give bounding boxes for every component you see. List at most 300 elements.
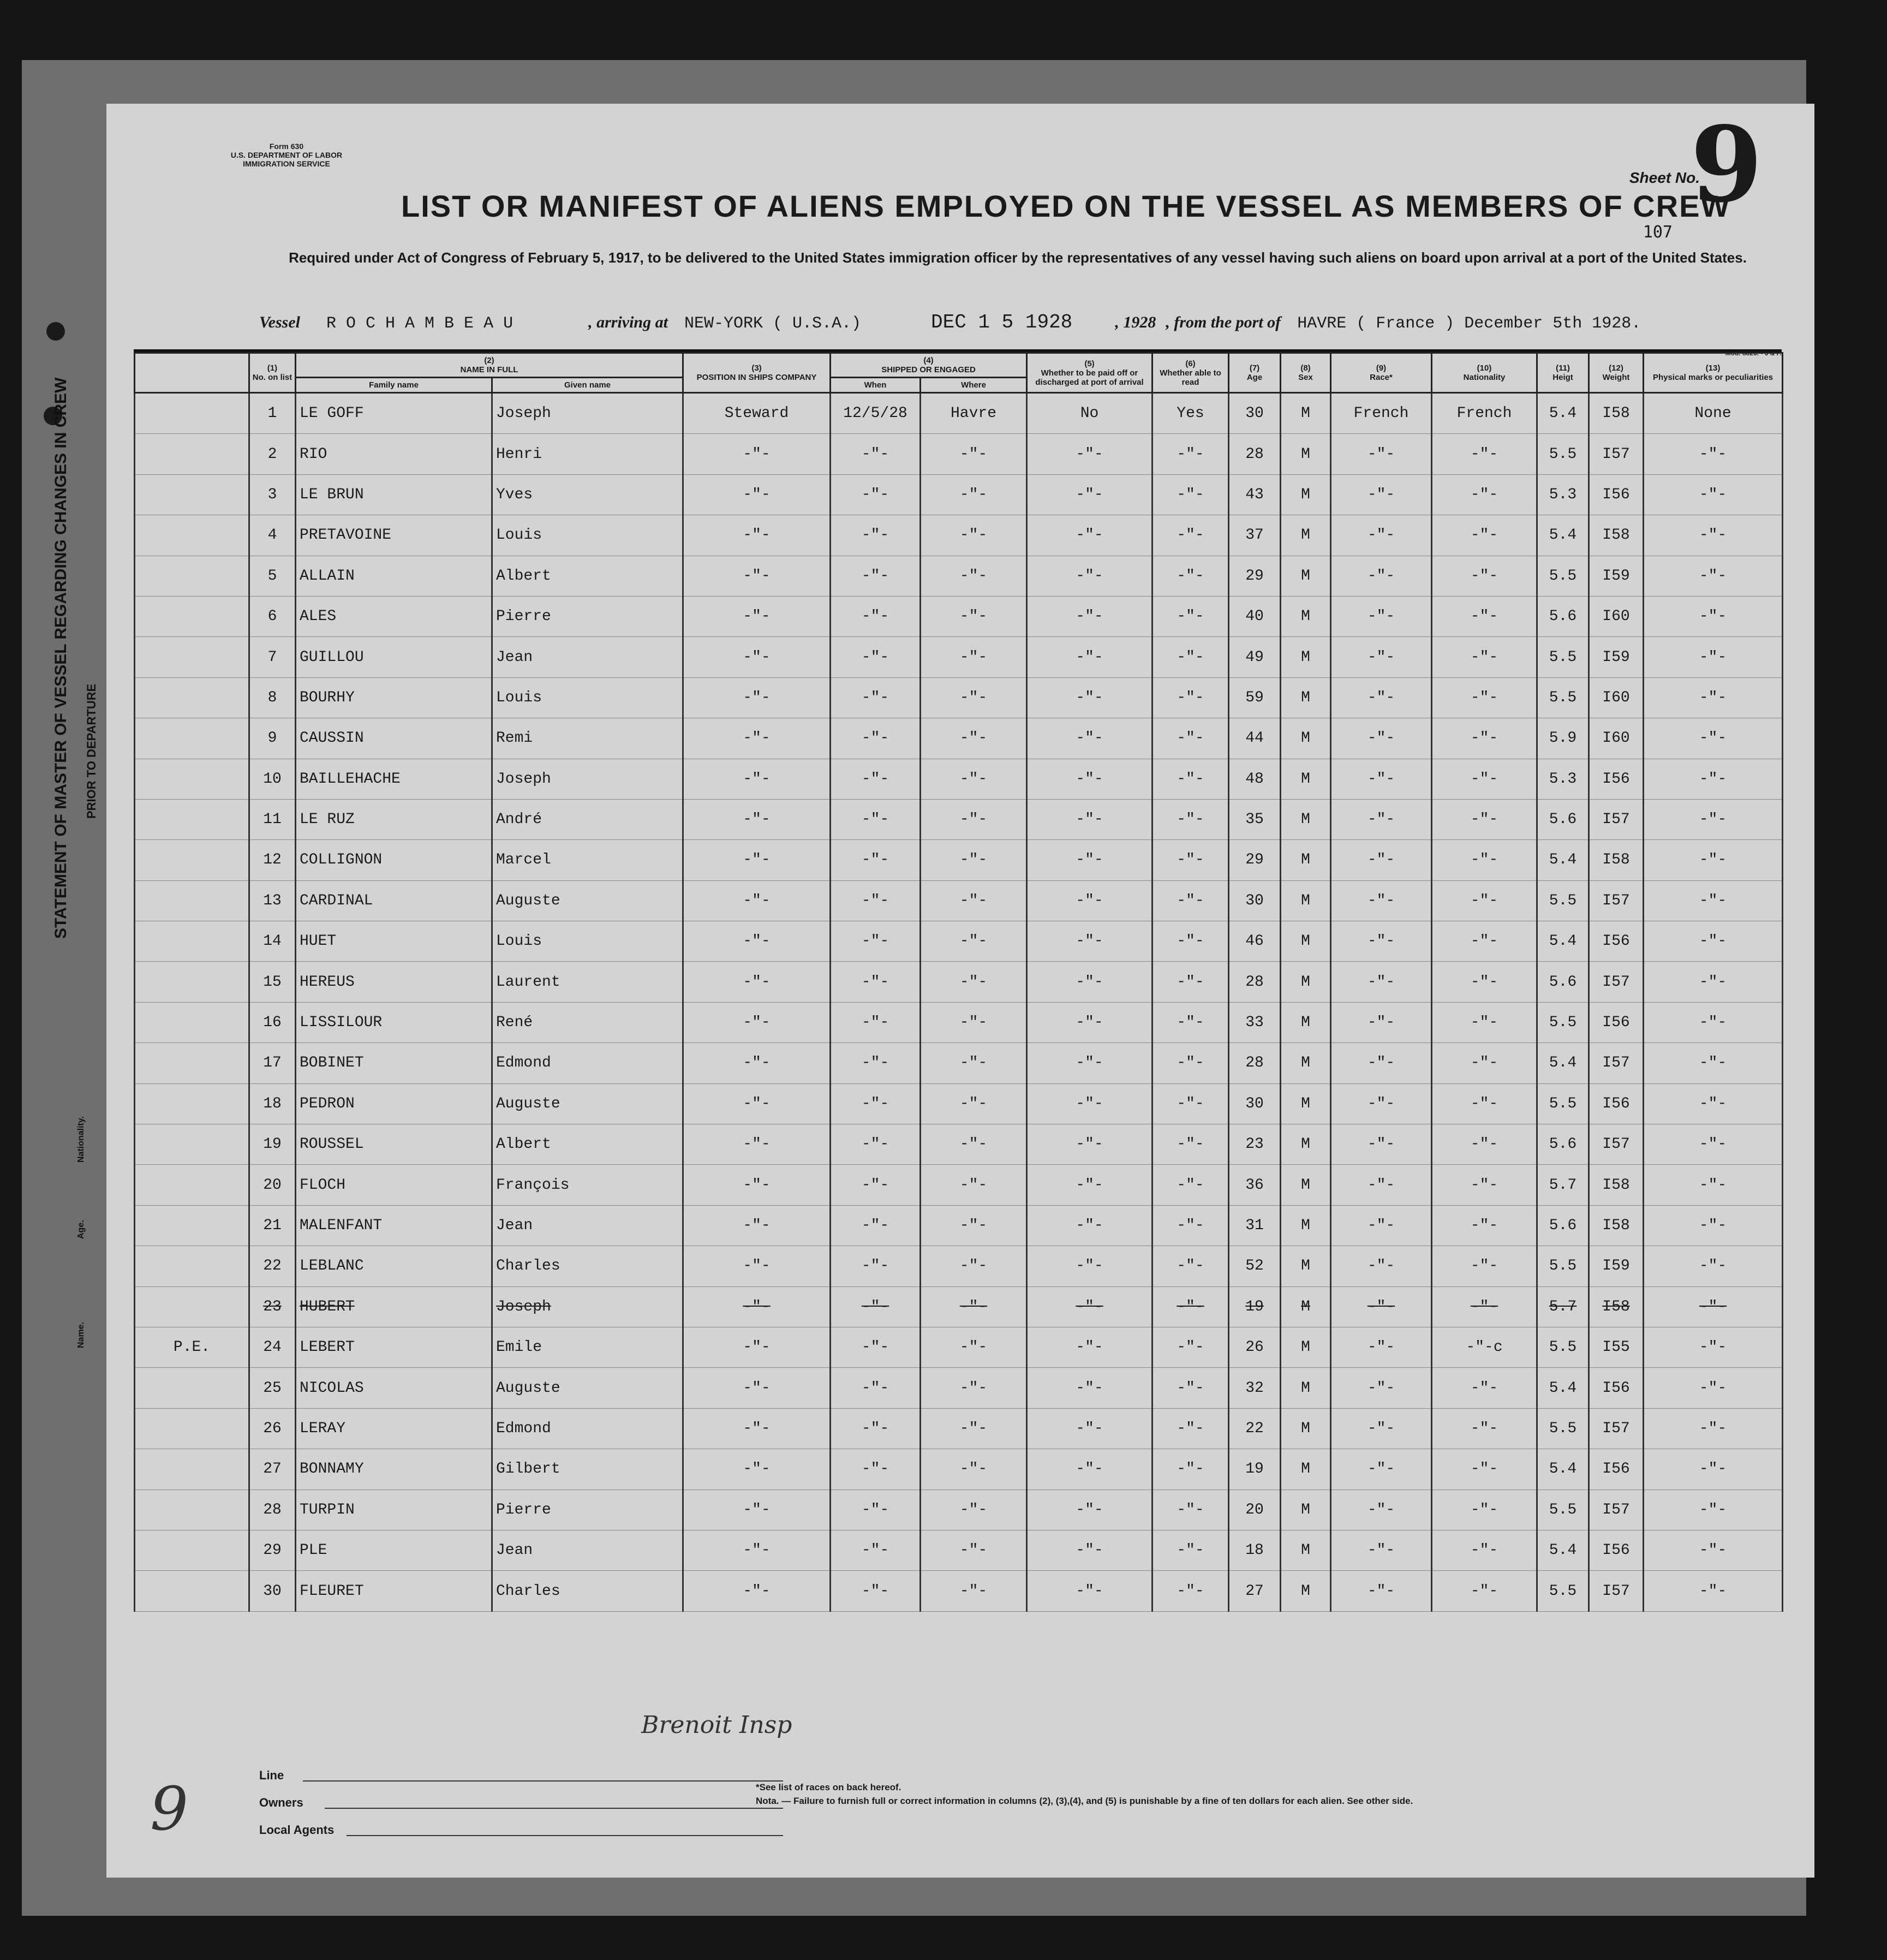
cell-family: TURPIN	[296, 1490, 492, 1530]
cell-family: HEREUS	[296, 962, 492, 1002]
cell-age: 30	[1229, 393, 1281, 434]
col-given-name: Given name	[492, 378, 683, 393]
cell-note	[135, 921, 249, 962]
cell-age: 32	[1229, 1368, 1281, 1408]
cell-marks: -"-	[1644, 515, 1783, 556]
cell-height: 5.5	[1537, 1002, 1589, 1042]
cell-note: P.E.	[135, 1327, 249, 1367]
cell-no: 19	[249, 1124, 296, 1165]
cell-height: 5.4	[1537, 393, 1589, 434]
cell-sex: M	[1281, 1083, 1331, 1124]
cell-read: -"-	[1152, 1490, 1229, 1530]
cell-race: -"-	[1331, 1449, 1432, 1490]
cell-marks: -"-	[1644, 840, 1783, 880]
cell-weight: I56	[1589, 1449, 1644, 1490]
cell-marks: -"-	[1644, 1368, 1783, 1408]
cell-race: -"-	[1331, 962, 1432, 1002]
cell-note	[135, 1408, 249, 1449]
cell-where: -"-	[921, 880, 1027, 921]
cell-age: 18	[1229, 1530, 1281, 1570]
page-title: LIST OR MANIFEST OF ALIENS EMPLOYED ON THE VESSEL AS MEMBERS OF CREW	[401, 189, 1731, 223]
cell-paid: -"-	[1027, 1043, 1152, 1083]
cell-when: -"-	[831, 1530, 921, 1570]
table-row	[135, 799, 1783, 839]
cell-nat: -"-	[1432, 1002, 1537, 1042]
cell-height: 5.3	[1537, 759, 1589, 799]
cell-read: -"-	[1152, 1124, 1229, 1165]
cell-paid: -"-	[1027, 1571, 1152, 1611]
cell-nat: -"-	[1432, 962, 1537, 1002]
col-shipped: (4) SHIPPED OR ENGAGED	[831, 353, 1027, 378]
cell-height: 5.6	[1537, 1124, 1589, 1165]
table-row	[135, 1124, 1783, 1165]
cell-nat: -"-	[1432, 1490, 1537, 1530]
cell-read: -"-	[1152, 1083, 1229, 1124]
cell-given: Pierre	[492, 596, 683, 636]
cell-note	[135, 799, 249, 839]
cell-marks: -"-	[1644, 637, 1783, 677]
table-row	[135, 677, 1783, 718]
cell-weight: I58	[1589, 1286, 1644, 1327]
cell-no: 4	[249, 515, 296, 556]
cell-paid: -"-	[1027, 921, 1152, 962]
cell-when: -"-	[831, 434, 921, 474]
cell-no: 16	[249, 1002, 296, 1042]
cell-family: BOURHY	[296, 677, 492, 718]
cell-read: -"-	[1152, 962, 1229, 1002]
cell-height: 5.5	[1537, 1571, 1589, 1611]
cell-weight: I58	[1589, 1165, 1644, 1205]
cell-nat: -"-	[1432, 799, 1537, 839]
cell-weight: I58	[1589, 840, 1644, 880]
cell-race: -"-	[1331, 759, 1432, 799]
cell-height: 5.4	[1537, 1368, 1589, 1408]
col-height: (11) Heigt	[1537, 353, 1589, 393]
cell-nat: -"-	[1432, 840, 1537, 880]
cell-where: -"-	[921, 1530, 1027, 1570]
cell-weight: I57	[1589, 799, 1644, 839]
cell-read: -"-	[1152, 474, 1229, 515]
punch-hole	[46, 322, 65, 341]
cell-position: -"-	[683, 880, 831, 921]
cell-read: -"-	[1152, 1043, 1229, 1083]
cell-when: -"-	[831, 1449, 921, 1490]
cell-where: -"-	[921, 799, 1027, 839]
cell-no: 24	[249, 1327, 296, 1367]
cell-where: -"-	[921, 637, 1027, 677]
cell-weight: I60	[1589, 677, 1644, 718]
cell-nat: -"-	[1432, 1530, 1537, 1570]
cell-height: 5.6	[1537, 596, 1589, 636]
cell-paid: -"-	[1027, 1490, 1152, 1530]
cell-note	[135, 1165, 249, 1205]
cell-race: -"-	[1331, 474, 1432, 515]
cell-nat: -"-	[1432, 677, 1537, 718]
cell-nat: French	[1432, 393, 1537, 434]
cell-nat: -"-	[1432, 515, 1537, 556]
cell-position: -"-	[683, 921, 831, 962]
table-row	[135, 637, 1783, 677]
side-name: Name.	[76, 1321, 86, 1348]
cell-weight: I56	[1589, 1002, 1644, 1042]
cell-age: 33	[1229, 1002, 1281, 1042]
cell-sex: M	[1281, 434, 1331, 474]
cell-when: -"-	[831, 1368, 921, 1408]
table-row	[135, 840, 1783, 880]
cell-weight: I57	[1589, 880, 1644, 921]
cell-marks: -"-	[1644, 799, 1783, 839]
cell-when: -"-	[831, 880, 921, 921]
date-stamp: DEC 1 5 1928	[931, 311, 1073, 333]
cell-sex: M	[1281, 880, 1331, 921]
col-position: (3) POSITION IN SHIPS COMPANY	[683, 353, 831, 393]
cell-given: Emile	[492, 1327, 683, 1367]
cell-weight: I57	[1589, 962, 1644, 1002]
cell-paid: -"-	[1027, 962, 1152, 1002]
cell-note	[135, 718, 249, 759]
col-sex: (8) Sex	[1281, 353, 1331, 393]
cell-height: 5.6	[1537, 962, 1589, 1002]
cell-sex: M	[1281, 393, 1331, 434]
cell-height: 5.4	[1537, 1043, 1589, 1083]
cell-family: MALENFANT	[296, 1205, 492, 1246]
cell-where: -"-	[921, 1368, 1027, 1408]
cell-where: -"-	[921, 840, 1027, 880]
cell-when: -"-	[831, 677, 921, 718]
cell-marks: -"-	[1644, 1002, 1783, 1042]
cell-where: -"-	[921, 677, 1027, 718]
cell-position: -"-	[683, 1246, 831, 1286]
cell-family: PLE	[296, 1530, 492, 1570]
cell-read: -"-	[1152, 1205, 1229, 1246]
cell-nat: -"-	[1432, 1083, 1537, 1124]
cell-family: CARDINAL	[296, 880, 492, 921]
cell-where: -"-	[921, 515, 1027, 556]
cell-family: FLOCH	[296, 1165, 492, 1205]
cell-age: 22	[1229, 1408, 1281, 1449]
cell-height: 5.5	[1537, 677, 1589, 718]
cell-read: -"-	[1152, 677, 1229, 718]
cell-nat: -"-	[1432, 434, 1537, 474]
cell-no: 1	[249, 393, 296, 434]
cell-weight: I58	[1589, 515, 1644, 556]
cell-paid: -"-	[1027, 1083, 1152, 1124]
cell-position: -"-	[683, 434, 831, 474]
cell-given: Laurent	[492, 962, 683, 1002]
cell-given: Gilbert	[492, 1449, 683, 1490]
cell-family: PRETAVOINE	[296, 515, 492, 556]
cell-paid: -"-	[1027, 515, 1152, 556]
voyage-line	[259, 311, 1641, 333]
cell-position: -"-	[683, 1368, 831, 1408]
cell-where: -"-	[921, 1246, 1027, 1286]
cell-age: 23	[1229, 1124, 1281, 1165]
cell-family: LE BRUN	[296, 474, 492, 515]
cell-position: -"-	[683, 1124, 831, 1165]
cell-nat: -"-	[1432, 921, 1537, 962]
col-nationality: (10) Nationality	[1432, 353, 1537, 393]
table-row	[135, 880, 1783, 921]
cell-paid: -"-	[1027, 1327, 1152, 1367]
cell-read: -"-	[1152, 596, 1229, 636]
cell-where: -"-	[921, 1571, 1027, 1611]
cell-when: -"-	[831, 1246, 921, 1286]
crew-rows	[135, 393, 1783, 1612]
cell-given: Auguste	[492, 1083, 683, 1124]
cell-note	[135, 1530, 249, 1570]
cell-position: -"-	[683, 596, 831, 636]
nota: Nota. — Failure to furnish full or correct information in columns (2), (3),(4), and (5) is punishable by a fine of ten dollars for each alien. See other side.	[756, 1796, 1413, 1806]
agents-field	[347, 1835, 783, 1836]
cell-age: 36	[1229, 1165, 1281, 1205]
col-when: When	[831, 378, 921, 393]
cell-no: 7	[249, 637, 296, 677]
table-row	[135, 1286, 1783, 1327]
cell-weight: I56	[1589, 921, 1644, 962]
cell-note	[135, 1246, 249, 1286]
cell-no: 27	[249, 1449, 296, 1490]
cell-no: 6	[249, 596, 296, 636]
cell-given: Charles	[492, 1571, 683, 1611]
cell-family: HUET	[296, 921, 492, 962]
cell-height: 5.9	[1537, 718, 1589, 759]
cell-race: -"-	[1331, 1246, 1432, 1286]
cell-given: André	[492, 799, 683, 839]
cell-marks: -"-	[1644, 921, 1783, 962]
side-nationality: Nationality.	[76, 1116, 86, 1163]
cell-note	[135, 1286, 249, 1327]
cell-when: -"-	[831, 1286, 921, 1327]
cell-race: -"-	[1331, 1083, 1432, 1124]
col-paid: (5) Whether to be paid off or discharged at port of arrival	[1027, 353, 1152, 393]
side-statement: STATEMENT OF MASTER OF VESSEL REGARDING CHANGES IN CREW	[52, 377, 70, 939]
cell-race: -"-	[1331, 515, 1432, 556]
cell-family: LE RUZ	[296, 799, 492, 839]
from-label: , from the port of	[1166, 313, 1281, 331]
cell-when: -"-	[831, 1124, 921, 1165]
cell-age: 46	[1229, 921, 1281, 962]
cell-when: -"-	[831, 840, 921, 880]
cell-marks: -"-	[1644, 1449, 1783, 1490]
cell-read: -"-	[1152, 1368, 1229, 1408]
cell-given: Auguste	[492, 1368, 683, 1408]
cell-when: -"-	[831, 637, 921, 677]
cell-age: 35	[1229, 799, 1281, 839]
cell-age: 37	[1229, 515, 1281, 556]
cell-note	[135, 1368, 249, 1408]
cell-given: Joseph	[492, 759, 683, 799]
table-row	[135, 1165, 1783, 1205]
cell-race: -"-	[1331, 880, 1432, 921]
cell-no: 17	[249, 1043, 296, 1083]
cell-when: -"-	[831, 1043, 921, 1083]
table-row	[135, 556, 1783, 596]
cell-position: -"-	[683, 1205, 831, 1246]
cell-note	[135, 1124, 249, 1165]
cell-height: 5.5	[1537, 1408, 1589, 1449]
cell-no: 28	[249, 1490, 296, 1530]
cell-position: -"-	[683, 556, 831, 596]
cell-when: -"-	[831, 556, 921, 596]
crew-table	[134, 352, 1783, 1612]
cell-read: -"-	[1152, 1408, 1229, 1449]
cell-sex: M	[1281, 1165, 1331, 1205]
form-number: Form 630	[269, 142, 304, 151]
cell-where: Havre	[921, 393, 1027, 434]
table-row	[135, 393, 1783, 434]
cell-given: Louis	[492, 921, 683, 962]
sheet-number: 9	[1690, 104, 1763, 225]
cell-where: -"-	[921, 1490, 1027, 1530]
cell-when: -"-	[831, 921, 921, 962]
cell-where: -"-	[921, 596, 1027, 636]
cell-nat: -"-	[1432, 1571, 1537, 1611]
cell-paid: -"-	[1027, 880, 1152, 921]
cell-no: 13	[249, 880, 296, 921]
cell-paid: -"-	[1027, 759, 1152, 799]
cell-where: -"-	[921, 962, 1027, 1002]
table-row	[135, 1043, 1783, 1083]
cell-position: -"-	[683, 1002, 831, 1042]
cell-family: ALES	[296, 596, 492, 636]
cell-marks: -"-	[1644, 1408, 1783, 1449]
cell-family: LE GOFF	[296, 393, 492, 434]
cell-where: -"-	[921, 718, 1027, 759]
cell-paid: -"-	[1027, 637, 1152, 677]
cell-position: -"-	[683, 1327, 831, 1367]
manifest-page	[106, 104, 1814, 1878]
cell-no: 15	[249, 962, 296, 1002]
cell-note	[135, 515, 249, 556]
cell-where: -"-	[921, 1408, 1027, 1449]
header-row	[135, 353, 1783, 378]
cell-no: 26	[249, 1408, 296, 1449]
cell-paid: -"-	[1027, 1002, 1152, 1042]
cell-given: Pierre	[492, 1490, 683, 1530]
table-row	[135, 1408, 1783, 1449]
cell-marks: -"-	[1644, 1083, 1783, 1124]
year: , 1928	[1115, 313, 1156, 331]
cell-race: -"-	[1331, 1124, 1432, 1165]
agents-label: Local Agents	[259, 1823, 335, 1837]
cell-weight: I58	[1589, 1205, 1644, 1246]
col-weight: (12) Weight	[1589, 353, 1644, 393]
cell-no: 12	[249, 840, 296, 880]
cell-height: 5.5	[1537, 880, 1589, 921]
cell-where: -"-	[921, 474, 1027, 515]
cell-position: -"-	[683, 637, 831, 677]
cell-family: LEBERT	[296, 1327, 492, 1367]
cell-sex: M	[1281, 1327, 1331, 1367]
cell-note	[135, 759, 249, 799]
cell-marks: -"-	[1644, 677, 1783, 718]
cell-paid: -"-	[1027, 1205, 1152, 1246]
col-race: (9) Race*	[1331, 353, 1432, 393]
cell-family: ROUSSEL	[296, 1124, 492, 1165]
cell-read: -"-	[1152, 637, 1229, 677]
cell-position: -"-	[683, 474, 831, 515]
cell-age: 29	[1229, 840, 1281, 880]
cell-race: -"-	[1331, 596, 1432, 636]
cell-note	[135, 1205, 249, 1246]
cell-paid: -"-	[1027, 1165, 1152, 1205]
cell-when: -"-	[831, 759, 921, 799]
margin-nine: 9	[150, 1774, 188, 1844]
cell-weight: I59	[1589, 556, 1644, 596]
vessel-label: Vessel	[259, 313, 300, 331]
cell-height: 5.6	[1537, 1205, 1589, 1246]
cell-paid: -"-	[1027, 1530, 1152, 1570]
cell-nat: -"-c	[1432, 1327, 1537, 1367]
cell-family: BOBINET	[296, 1043, 492, 1083]
cell-note	[135, 393, 249, 434]
table-row	[135, 1327, 1783, 1367]
cell-weight: I56	[1589, 1530, 1644, 1570]
cell-weight: I56	[1589, 1083, 1644, 1124]
cell-given: Edmond	[492, 1043, 683, 1083]
cell-no: 11	[249, 799, 296, 839]
table-row	[135, 434, 1783, 474]
cell-paid: -"-	[1027, 474, 1152, 515]
cell-sex: M	[1281, 1043, 1331, 1083]
table-row	[135, 1368, 1783, 1408]
cell-nat: -"-	[1432, 474, 1537, 515]
cell-marks: -"-	[1644, 880, 1783, 921]
cell-weight: I56	[1589, 1368, 1644, 1408]
inspector-signature: Brenoit Insp	[641, 1711, 792, 1739]
col-where: Where	[921, 378, 1027, 393]
cell-age: 52	[1229, 1246, 1281, 1286]
cell-given: René	[492, 1002, 683, 1042]
cell-when: -"-	[831, 474, 921, 515]
cell-age: 28	[1229, 1043, 1281, 1083]
cell-race: -"-	[1331, 1327, 1432, 1367]
cell-read: -"-	[1152, 1449, 1229, 1490]
cell-position: -"-	[683, 718, 831, 759]
cell-height: 5.7	[1537, 1165, 1589, 1205]
service: IMMIGRATION SERVICE	[243, 159, 330, 168]
cell-read: -"-	[1152, 718, 1229, 759]
cell-marks: -"-	[1644, 1571, 1783, 1611]
cell-age: 29	[1229, 556, 1281, 596]
cell-weight: I57	[1589, 1408, 1644, 1449]
cell-family: GUILLOU	[296, 637, 492, 677]
cell-height: 5.5	[1537, 637, 1589, 677]
cell-where: -"-	[921, 1286, 1027, 1327]
cell-marks: -"-	[1644, 556, 1783, 596]
cell-nat: -"-	[1432, 637, 1537, 677]
cell-marks: -"-	[1644, 1286, 1783, 1327]
cell-sex: M	[1281, 799, 1331, 839]
cell-weight: I59	[1589, 637, 1644, 677]
cell-read: -"-	[1152, 840, 1229, 880]
cell-note	[135, 637, 249, 677]
cell-read: -"-	[1152, 880, 1229, 921]
cell-note	[135, 1449, 249, 1490]
cell-paid: No	[1027, 393, 1152, 434]
cell-position: -"-	[683, 1449, 831, 1490]
cell-age: 44	[1229, 718, 1281, 759]
cell-sex: M	[1281, 962, 1331, 1002]
cell-nat: -"-	[1432, 759, 1537, 799]
cell-height: 5.5	[1537, 556, 1589, 596]
cell-age: 27	[1229, 1571, 1281, 1611]
cell-when: -"-	[831, 1327, 921, 1367]
table-row	[135, 596, 1783, 636]
cell-position: -"-	[683, 1408, 831, 1449]
cell-where: -"-	[921, 1124, 1027, 1165]
cell-height: 5.5	[1537, 434, 1589, 474]
